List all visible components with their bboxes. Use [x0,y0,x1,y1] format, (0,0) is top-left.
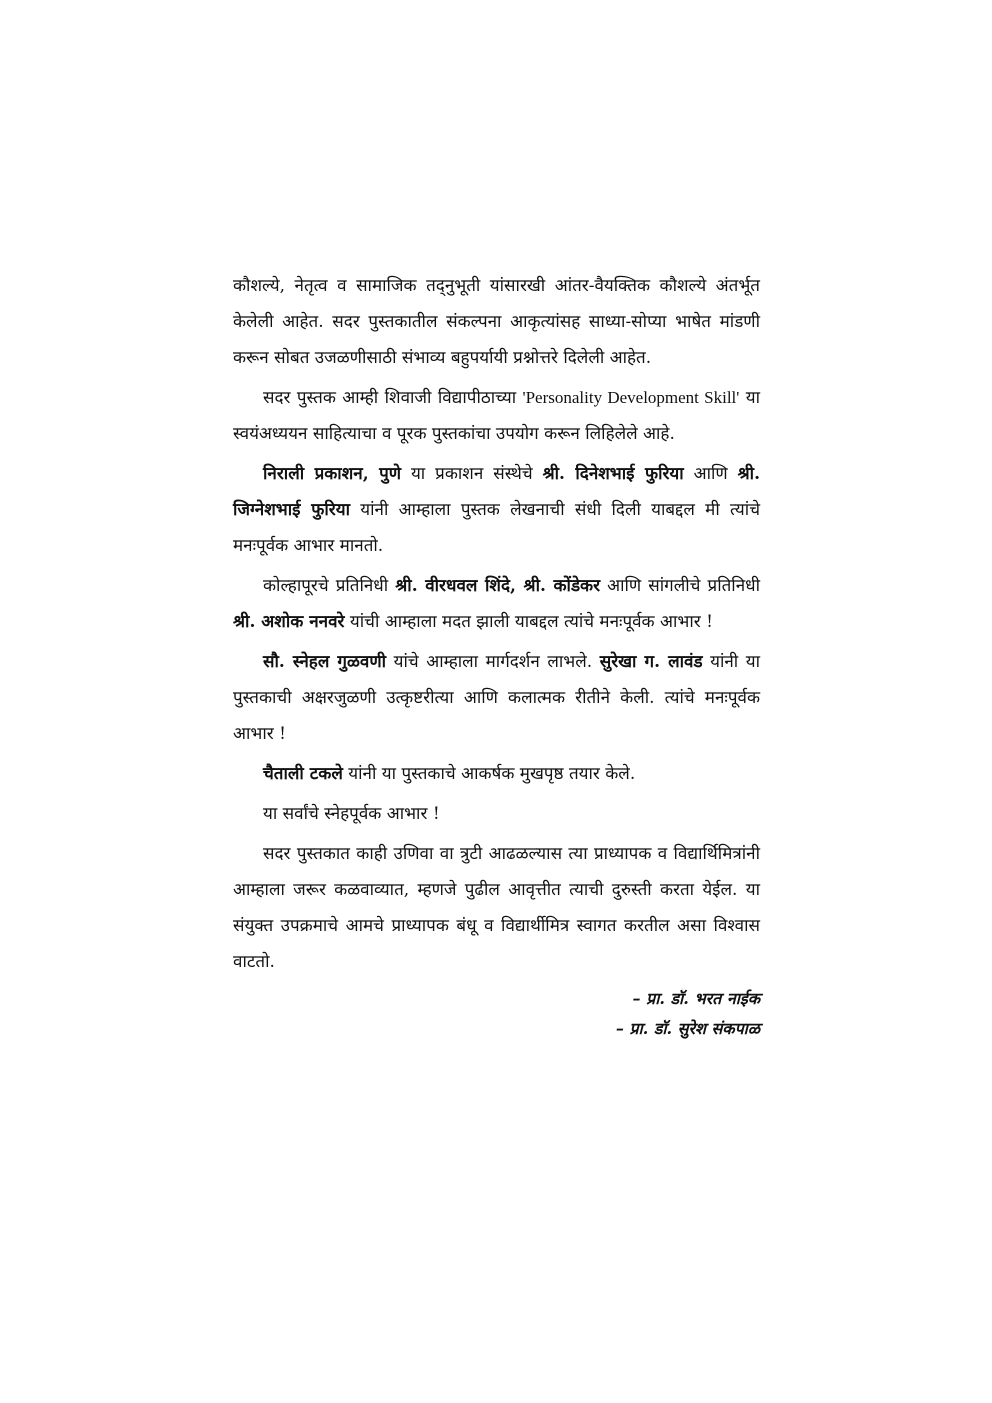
person-name: श्री. वीरधवल शिंदे, श्री. कोंडेकर [395,576,601,596]
paragraph-sources-text-b: या स्वयंअध्ययन साहित्याचा व पूरक पुस्तकांचा उपयोग करून लिहिलेले आहे. [233,388,760,444]
publisher-name: निराली प्रकाशन, पुणे [263,464,402,484]
text-segment: यांनी आम्हाला पुस्तक लेखनाची संधी दिली याबद्दल मी त्यांचे मनःपूर्वक आभार मानतो. [233,500,760,556]
paragraph-sources [233,380,760,452]
paragraph-guidance-thanks [233,644,760,752]
paragraph-skills: कौशल्ये, नेतृत्व व सामाजिक तद्नुभूती यांसारखी आंतर-वैयक्तिक कौशल्ये अंतर्भूत केलेली आहेत. सदर पुस्तकातील संकल्पना आकृत्यांसह साध्या-सोप्या भाषेत मांडणी करून सोबत उजळणीसाठी संभाव्य बहुपर्यायी प्रश्नोत्तरे दिलेली आहेत. [233,276,760,368]
paragraph-sources-text-a: सदर पुस्तक आम्ही शिवाजी विद्यापीठाच्या [263,388,523,408]
paragraph-cover-thanks [233,756,760,792]
person-name: श्री. दिनेशभाई फुरिया [542,464,684,484]
text-segment: आणि सांगलीचे प्रतिनिधी [600,576,760,596]
paragraph-all-thanks: या सर्वांचे स्नेहपूर्वक आभार ! [263,804,440,824]
signature-block [233,984,760,1044]
paragraph-representatives-thanks [233,568,760,640]
text-segment: यांनी या पुस्तकाची अक्षरजुळणी उत्कृष्टरीत्या आणि कलात्मक रीतीने केली. त्यांचे मनःपूर्वक आभार ! [233,652,761,744]
text-segment: या प्रकाशन संस्थेचे [401,464,543,484]
person-name: सौ. स्नेहल गुळवणी [263,652,387,672]
person-name: सुरेखा ग. लावंड [599,652,703,672]
paragraph-publisher-thanks [233,456,760,564]
person-name: चैताली टकले [263,764,343,784]
text-segment: कोल्हापूरचे प्रतिनिधी [263,576,396,596]
text-segment: यांची आम्हाला मदत झाली याबद्दल त्यांचे मनःपूर्वक आभार ! [344,612,713,632]
text-segment: आणि [683,464,738,484]
paragraph-feedback-request: सदर पुस्तकात काही उणिवा वा त्रुटी आढळल्यास त्या प्राध्यापक व विद्यार्थिमित्रांनी आम्हाला जरूर कळवाव्यात, म्हणजे पुढील आवृत्तीत त्याची दुरुस्ती करता येईल. या संयुक्त उपक्रमाचे आमचे प्राध्यापक बंधू व विद्यार्थीमित्र स्वागत करतील असा विश्वास वाटतो. [233,844,760,972]
author-signature-1: – प्रा. डॉ. भरत नाईक [632,989,760,1008]
document-body [233,268,760,1044]
person-name: श्री. अशोक ननवरे [233,612,345,632]
course-name: 'Personality Development Skill' [522,388,740,407]
person-name: श्री. जिग्नेशभाई फुरिया [233,464,760,520]
author-signature-2: – प्रा. डॉ. सुरेश संकपाळ [615,1019,760,1038]
text-segment: यांनी या पुस्तकाचे आकर्षक मुखपृष्ठ तयार केले. [342,764,636,784]
text-segment: यांचे आम्हाला मार्गदर्शन लाभले. [386,652,600,672]
